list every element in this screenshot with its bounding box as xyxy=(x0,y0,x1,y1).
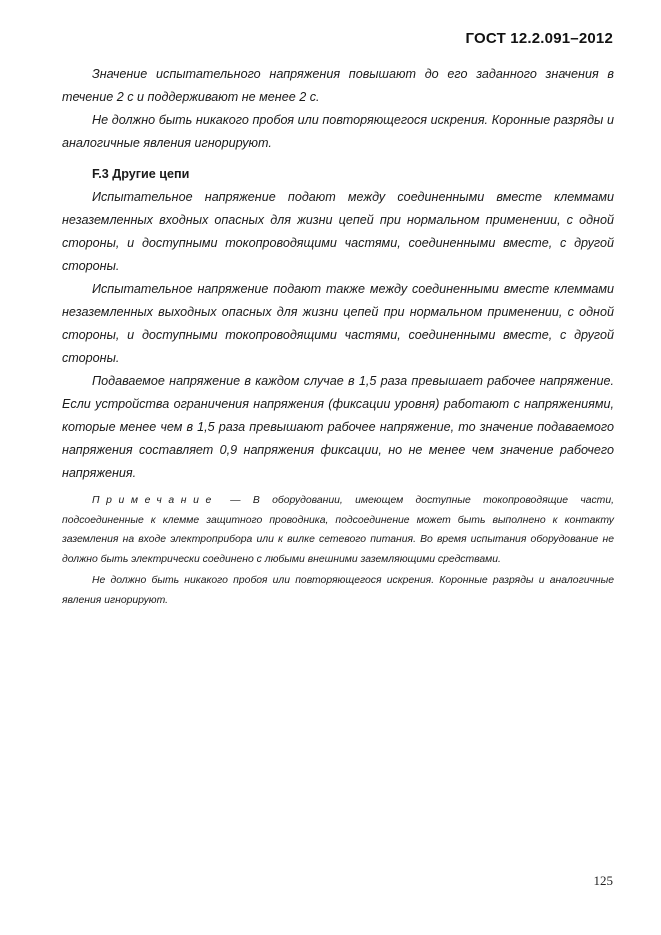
note-label: Примечание xyxy=(92,495,218,506)
paragraph: Значение испытательного напряжения повышают до его заданного значения в течение 2 с и поддерживают не менее 2 с. xyxy=(62,67,614,104)
note-continuation: Не должно быть никакого пробоя или повторяющегося искрения. Коронные разряды и аналогичные явления игнорируют. xyxy=(62,575,614,606)
note-text: В оборудовании, имеющем доступные токопроводящие части, подсоединенные к клемме защитного проводника, подсоединение может быть выполнено к контакту заземления на входе электроприбора или к вилке сетевого питания. Во время испытания оборудование не должно быть электрически соединено с любыми внешними заземляющими средствами. xyxy=(62,495,615,565)
paragraph: Не должно быть никакого пробоя или повторяющегося искрения. Коронные разряды и аналогичные явления игнорируют. xyxy=(62,113,614,150)
paragraph: Подаваемое напряжение в каждом случае в 1,5 раза превышает рабочее напряжение. Если устройства ограничения напряжения (фиксации уровня) работают с напряжениями, которые менее чем в 1,5 раза превышают рабочее напряжение, то значение подаваемого напряжения составляет 0,9 напряжения фиксации, но не менее чем значение рабочего напряжения. xyxy=(62,374,614,480)
note xyxy=(62,491,614,569)
page-body xyxy=(62,63,614,610)
paragraph: Испытательное напряжение подают между соединенными вместе клеммами незаземленных входных опасных для жизни цепей при нормальном применении, с одной стороны, и доступными токопроводящими частями, соединенными вместе, с другой стороны. xyxy=(62,190,614,273)
page-number: 125 xyxy=(593,873,613,888)
note-dash: — xyxy=(217,495,253,506)
document-header: ГОСТ 12.2.091–2012 xyxy=(465,30,613,47)
section-heading: F.3 Другие цепи xyxy=(92,167,190,181)
paragraph: Испытательное напряжение подают также между соединенными вместе клеммами незаземленных выходных опасных для жизни цепей при нормальном применении, с одной стороны, и доступными токопроводящими частями, соединенными вместе, с другой стороны. xyxy=(62,282,614,365)
